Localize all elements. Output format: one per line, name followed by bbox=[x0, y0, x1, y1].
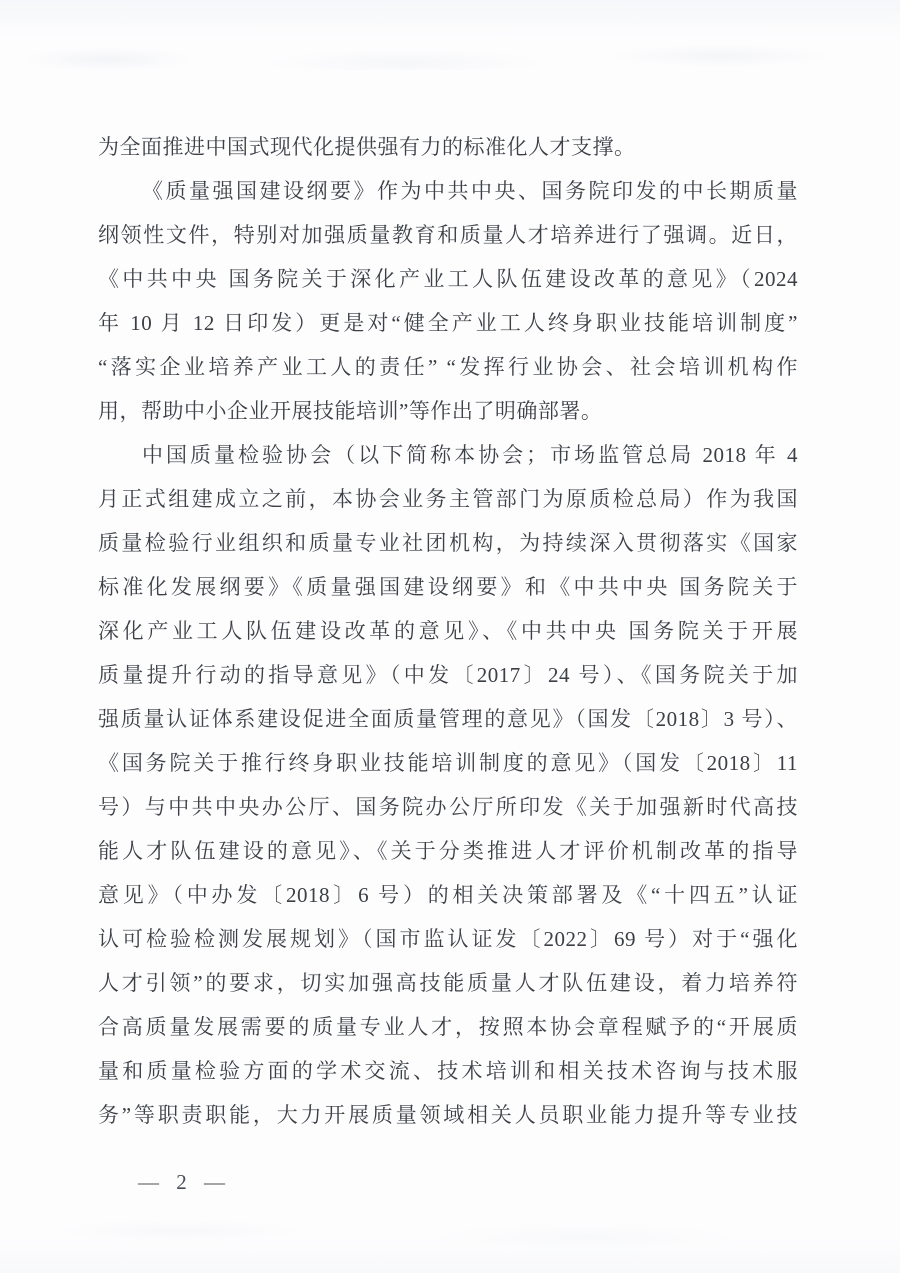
text-line: 《质量强国建设纲要》作为中共中央、国务院印发的中长期质量 bbox=[142, 179, 798, 203]
text-line: 能人才队伍建设的意见》、《关于分类推进人才评价机制改革的指导 bbox=[98, 839, 798, 863]
text-line: 用，帮助中小企业开展技能培训”等作出了明确部署。 bbox=[98, 399, 603, 423]
text-line: 月正式组建成立之前，本协会业务主管部门为原质检总局）作为我国 bbox=[98, 487, 798, 511]
text-line: 意见》（中办发〔2018〕6 号）的相关决策部署及《“十四五”认证 bbox=[98, 883, 798, 907]
document-text-block bbox=[98, 125, 798, 1137]
text-line: 标准化发展纲要》《质量强国建设纲要》和《中共中央 国务院关于 bbox=[98, 575, 798, 599]
text-line: 为全面推进中国式现代化提供强有力的标准化人才支撑。 bbox=[98, 135, 636, 159]
page-number: — 2 — bbox=[138, 1170, 231, 1194]
text-line: 认可检验检测发展规划》（国市监认证发〔2022〕69 号）对于“强化 bbox=[98, 927, 798, 951]
text-line: 年 10 月 12 日印发）更是对“健全产业工人终身职业技能培训制度” bbox=[98, 311, 798, 335]
text-line: 强质量认证体系建设促进全面质量管理的意见》（国发〔2018〕3 号）、 bbox=[98, 707, 798, 731]
text-line: 深化产业工人队伍建设改革的意见》、《中共中央 国务院关于开展 bbox=[98, 619, 798, 643]
text-line: 务”等职责职能，大力开展质量领域相关人员职业能力提升等专业技 bbox=[98, 1103, 798, 1127]
text-line: 号）与中共中央办公厅、国务院办公厅所印发《关于加强新时代高技 bbox=[98, 795, 798, 819]
text-line: 《中共中央 国务院关于深化产业工人队伍建设改革的意见》（2024 bbox=[98, 267, 798, 291]
text-line: 质量检验行业组织和质量专业社团机构，为持续深入贯彻落实《国家 bbox=[98, 531, 798, 555]
text-line: 纲领性文件，特别对加强质量教育和质量人才培养进行了强调。近日， bbox=[98, 223, 798, 247]
text-line: 《国务院关于推行终身职业技能培训制度的意见》（国发〔2018〕11 bbox=[98, 751, 798, 775]
text-line: 质量提升行动的指导意见》（中发〔2017〕24 号）、《国务院关于加 bbox=[98, 663, 798, 687]
text-line: “落实企业培养产业工人的责任” “发挥行业协会、社会培训机构作 bbox=[98, 355, 798, 379]
text-line: 合高质量发展需要的质量专业人才，按照本协会章程赋予的“开展质 bbox=[98, 1015, 798, 1039]
text-line: 人才引领”的要求，切实加强高技能质量人才队伍建设，着力培养符 bbox=[98, 971, 798, 995]
text-line: 中国质量检验协会（以下简称本协会；市场监管总局 2018 年 4 bbox=[142, 443, 798, 467]
text-line: 量和质量检验方面的学术交流、技术培训和相关技术咨询与技术服 bbox=[98, 1059, 798, 1083]
